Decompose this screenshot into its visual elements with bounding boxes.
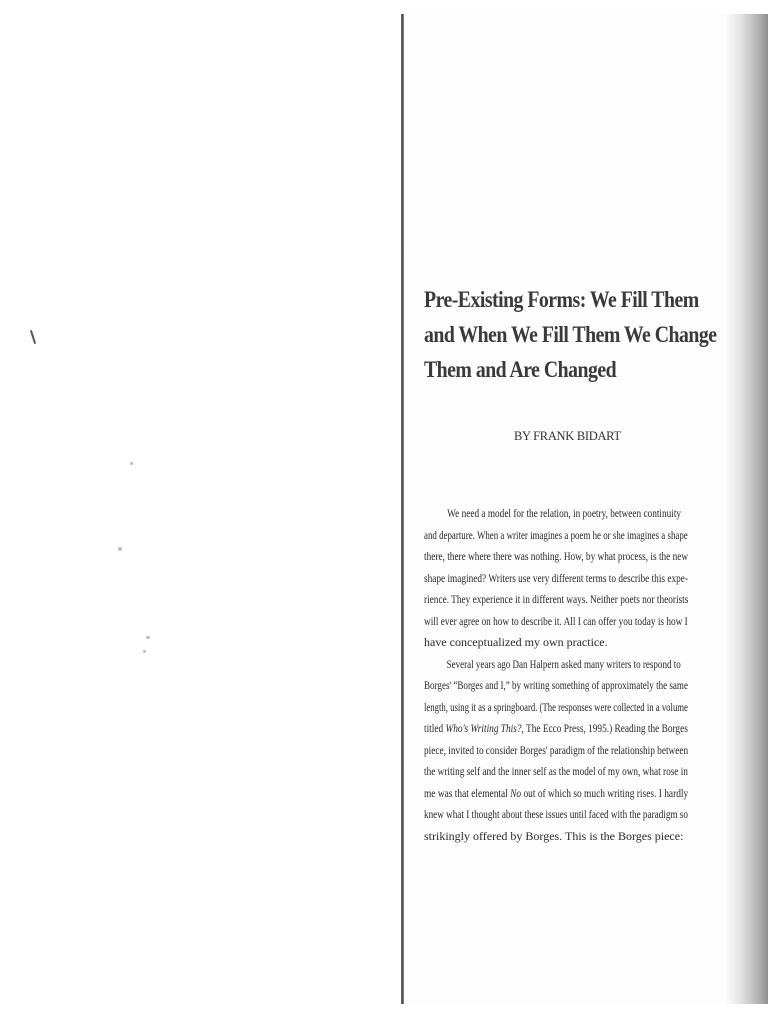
title-line: Them and Are Changed xyxy=(424,357,617,382)
paragraph-2 xyxy=(424,654,688,848)
text-line: length, using it as a springboard. (The responses were collected in a volume xyxy=(424,699,688,714)
text-line: have conceptualized my own practice. xyxy=(424,635,608,649)
text-line: the writing self and the inner self as the model of my own, what rose in xyxy=(424,764,688,778)
text-line: piece, invited to consider Borges' paradigm of the relationship between xyxy=(424,742,689,757)
text-line: Several years ago Dan Halpern asked many writers to respond to xyxy=(446,656,681,671)
paragraph-1 xyxy=(424,503,688,654)
title-line: and When We Fill Them We Change xyxy=(424,322,717,347)
text-line: knew what I thought about these issues until faced with the paradigm so xyxy=(424,807,688,821)
article-title xyxy=(424,282,717,387)
dust-speck xyxy=(118,547,122,551)
text-line: and departure. When a writer imagines a poem he or she imagines a shape xyxy=(424,527,688,542)
emphasis-italic: No xyxy=(510,785,522,800)
article-body xyxy=(424,503,688,847)
title-line: Pre-Existing Forms: We Fill Them xyxy=(424,287,699,312)
text-line: strikingly offered by Borges. This is the Borges piece: xyxy=(424,828,684,843)
text-line: Borges' “Borges and I,” by writing something of approximately the same xyxy=(424,678,688,692)
text-line: there, there where there was nothing. How, by what process, is the new xyxy=(424,549,689,563)
text-line: We need a model for the relation, in poetry, between continuity xyxy=(447,506,682,520)
book-title-italic: Who's Writing This? xyxy=(445,721,522,735)
page-edge-shadow xyxy=(724,14,768,1004)
text-line: me was that elemental No out of which so much writing rises. I hardly xyxy=(424,785,689,800)
author-byline: BY FRANK BIDART xyxy=(514,429,621,443)
text-line: will ever agree on how to describe it. All I can offer you today is how I xyxy=(424,613,688,628)
text-line: rience. They experience it in different ways. Neither poets nor theorists xyxy=(424,592,689,606)
text-line: titled Who's Writing This?, The Ecco Press, 1995.) Reading the Borges xyxy=(424,721,688,735)
dust-speck xyxy=(143,650,146,653)
dust-speck xyxy=(146,636,150,639)
text-line: shape imagined? Writers use very different terms to describe this expe- xyxy=(424,570,688,585)
stray-pen-mark xyxy=(30,330,36,344)
dust-speck xyxy=(130,462,133,465)
